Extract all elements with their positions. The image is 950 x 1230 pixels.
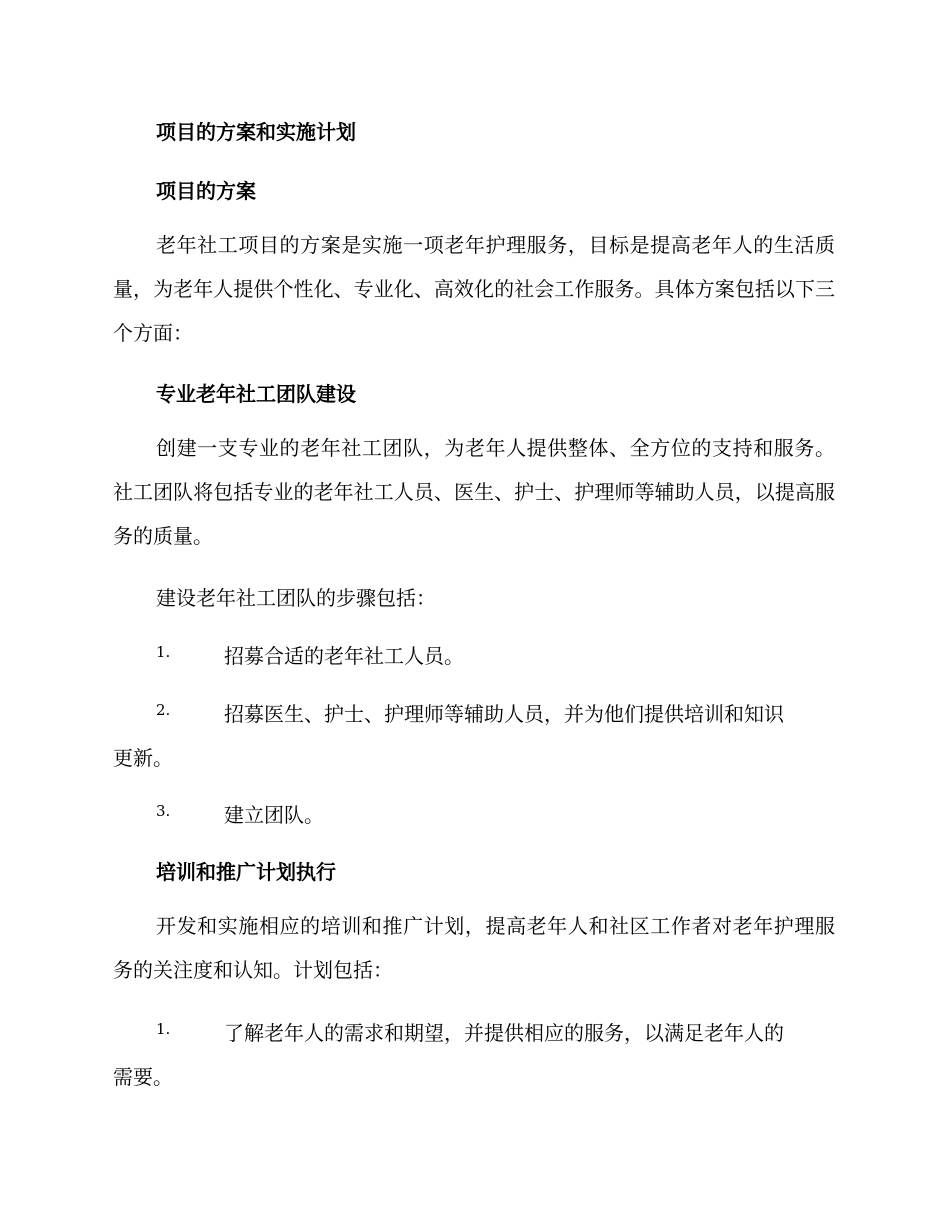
section-heading-plan: 项目的方案 <box>156 179 256 203</box>
document-title: 项目的方案和实施计划 <box>156 120 356 144</box>
list-item-number: 1. <box>156 643 171 661</box>
section-heading-team: 专业老年社工团队建设 <box>156 382 356 406</box>
list-item-number: 1. <box>156 1020 171 1038</box>
steps-intro: 建设老年社工团队的步骤包括： <box>156 586 436 610</box>
list-item-text: 了解老年人的需求和期望，并提供相应的服务，以满足老年人的 <box>224 1021 784 1045</box>
list-item-continuation: 更新。 <box>113 746 173 770</box>
list-item-text: 建立团队。 <box>224 803 324 827</box>
paragraph-plan-intro: 老年社工项目的方案是实施一项老年护理服务，目标是提高老年人的生活质量，为老年人提供个性化、专业化、高效化的社会工作服务。具体方案包括以下三个方面： <box>113 233 835 345</box>
list-item-text: 招募合适的老年社工人员。 <box>224 644 464 668</box>
list-item-number: 3. <box>156 802 171 820</box>
list-item-continuation: 需要。 <box>113 1065 173 1089</box>
paragraph-team: 创建一支专业的老年社工团队，为老年人提供整体、全方位的支持和服务。社工团队将包括专业的老年社工人员、医生、护士、护理师等辅助人员，以提高服务的质量。 <box>113 436 835 548</box>
list-item-number: 2. <box>156 701 171 719</box>
section-heading-training: 培训和推广计划执行 <box>156 860 336 884</box>
paragraph-training: 开发和实施相应的培训和推广计划，提高老年人和社区工作者对老年护理服务的关注度和认知。计划包括： <box>113 914 835 982</box>
list-item-text: 招募医生、护士、护理师等辅助人员，并为他们提供培训和知识 <box>224 702 784 726</box>
